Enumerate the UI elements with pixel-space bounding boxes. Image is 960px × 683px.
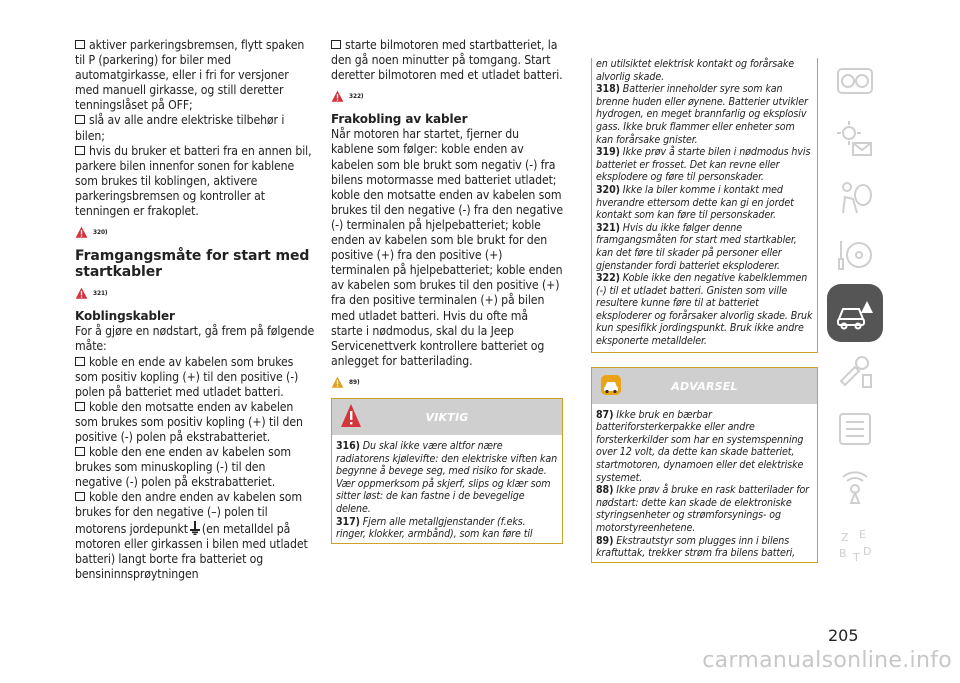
warning-box-label: ADVARSEL [671, 379, 738, 393]
index-letters-icon [835, 525, 875, 565]
checkbox-bullet-icon [75, 402, 85, 411]
text-column-3 [591, 58, 818, 563]
note-item: 319) Ikke prøv å starte bilen i nødmodus hvis batteriet er frosset. Det kan revne eller eksplodere og føre til personskader. [596, 146, 811, 184]
subheading: Koblingskabler [75, 309, 175, 324]
bullet-paragraph: koble en ende av kabelen som brukes som positiv kopling (+) til den positive (-) polen på batteriet med utladet batteri. [75, 354, 299, 399]
checkbox-bullet-icon [75, 146, 85, 155]
note-item: 88) Ikke prøv å bruke en rask batterilader for nødstart: dette kan skade de elektroniske styringsenheter og strømforsynings- og motorstyreenhetene. [596, 484, 809, 534]
important-box [331, 398, 563, 544]
warning-triangle-icon [75, 226, 88, 239]
checkbox-bullet-icon [75, 492, 85, 501]
caution-triangle-icon [331, 376, 344, 389]
checkbox-bullet-icon [331, 40, 341, 49]
bullet-paragraph: slå av alle andre elektriske tilbehør i bilen; [75, 113, 285, 143]
watermark-text: carmanualsonline.info [702, 648, 952, 673]
specs-list-icon [835, 409, 875, 449]
page-number: 205 [828, 626, 859, 645]
note-continuation: en utilsiktet elektrisk kontakt og forårsake alvorlig skade. [596, 58, 795, 83]
important-box-continued [591, 58, 818, 353]
emergency-car-icon [835, 293, 875, 333]
bullet-paragraph: starte bilmotoren med startbatteriet, la den gå noen minutter på tomgang. Start deretter bilmotoren med et utladet batteri. [331, 38, 563, 83]
important-box-label: VIKTIG [425, 410, 469, 424]
warning-triangle-icon [75, 287, 88, 300]
svg-text:B: B [839, 547, 847, 560]
body-text: Når motoren har startet, fjerner du kablene som følger: koble enden av kabelen som ble brukt som negativ (-) fra bilens motormasse med batteriet utladet; koble den motsatte enden av kabelen som brukes til den negative (-) fra den negative (-) terminalen på hjelpebatteriet; koble enden av kabelen som ble brukt for den positive (+) fra den positive (+) terminalen på hjelpebatteriet; koble enden av kabelen som brukes til den positive (+) fra den positive terminalen (+) på bilen med utladet batteri. Hvis du ofte må starte i nødmodus, skal du la Jeep Servicenettverk kontrollere batteriet og anlegget for batterilading. [331, 127, 563, 368]
warning-ref: 321) [75, 286, 315, 301]
section-heading: Framgangsmåte for start med startkabler [75, 248, 310, 281]
tab-driving[interactable] [827, 226, 883, 284]
svg-text:D: D [863, 545, 872, 558]
important-box-header [332, 399, 562, 435]
ground-symbol-icon [190, 521, 200, 535]
bullet-paragraph: koble den ene enden av kabelen som brukes som minuskopling (-) til den negative (-) polen på ekstrabatteriet. [75, 445, 291, 490]
note-item: 318) Batterier inneholder syre som kan brenne huden eller øynene. Batterier utvikler hydrogen, en meget brannfarlig og eksplosiv gass. Ikke bruk flammer eller enheter som kan forårsake gnister. [596, 83, 808, 146]
note-item: 322) Koble ikke den negative kabelklemmen (-) til et utladet batteri. Gnisten som ville resultere kunne føre til at batteriet eksploderer og forårsaker alvorlig skade. Bruk kun spesifikk jordingspunkt. Bruk ikke andre eksponerte metalldeler. [596, 272, 813, 348]
note-item: 321) Hvis du ikke følger denne framgangsmåten for start med startkabler, kan det føre til skader på personer eller gjenstander fordi batteriet eksploderer. [596, 221, 797, 272]
airbag-icon [835, 177, 875, 217]
warning-ref: 320) [75, 225, 315, 240]
note-item: 317) Fjern alle metallgjenstander (f.eks. ringer, klokker, armbånd), som kan føre til [336, 515, 533, 541]
tab-service[interactable] [827, 342, 883, 400]
dashboard-icon [835, 61, 875, 101]
tab-specs[interactable] [827, 400, 883, 458]
text-column-2 [331, 38, 563, 544]
warning-box-header [592, 368, 817, 404]
multimedia-icon [835, 467, 875, 507]
tab-safety[interactable] [827, 168, 883, 226]
checkbox-bullet-icon [75, 115, 85, 124]
text-column-1 [75, 38, 315, 582]
bullet-paragraph: aktiver parkeringsbremsen, flytt spaken til P (parkering) for biler med automatgirkasse, eller i fri for versjoner med manuell girkasse, og still deretter tenningslåset på OFF; [75, 38, 305, 113]
tab-lights[interactable] [827, 110, 883, 168]
warning-box [591, 367, 818, 563]
note-item: 320) Ikke la biler komme i kontakt med hverandre ettersom dette kan gi en jordet kontakt som kan føre til personskader. [596, 183, 794, 222]
subheading: Frakobling av kabler [331, 112, 468, 127]
sun-car-icon [835, 119, 875, 159]
checkbox-bullet-icon [75, 447, 85, 456]
checkbox-bullet-icon [75, 357, 85, 366]
bullet-paragraph: koble den motsatte enden av kabelen som brukes som positiv kopling (+) til den positive (-) polen på ekstrabatteriet. [75, 399, 303, 444]
tab-multimedia[interactable] [827, 458, 883, 516]
warning-triangle-icon [331, 90, 344, 103]
note-item: 316) Du skal ikke være altfor nære radiatorens kjølevifte: den elektriske viften kan begynne å bevege seg, med risiko for skade. Vær oppmerksom på skjerf, slips og klær som sitter løst: de kan fastne i de bevegelige delene. [336, 439, 558, 515]
steering-key-icon [835, 235, 875, 275]
note-item: 89) Ekstrautstyr som plugges inn i bilens kraftuttak, trekker strøm fra bilens batteri, [596, 534, 796, 560]
intro-text: For å gjøre en nødstart, gå frem på følgende måte: [75, 324, 315, 354]
tab-emergency[interactable] [827, 284, 883, 342]
checkbox-bullet-icon [75, 40, 85, 49]
chapter-tabs [827, 52, 883, 574]
svg-text:T: T [853, 551, 860, 564]
tab-index[interactable] [827, 516, 883, 574]
warning-ref: 89) [331, 375, 563, 390]
tab-dashboard[interactable] [827, 52, 883, 110]
note-item: 87) Ikke bruk en bærbar batteriforsterkerpakke eller andre forsterkerkilder som har en systemspenning over 12 volt, da dette kan skade batteriet, startmotoren, dynamoen eller det elektriske systemet. [596, 408, 804, 484]
bullet-paragraph: hvis du bruker et batteri fra en annen bil, parkere bilen innenfor sonen for kablene som brukes til koblingen, aktivere parkeringsbremsen og kontroller at tenningen er frakoplet. [75, 143, 312, 219]
bullet-paragraph: koble den andre enden av kabelen som brukes for den negative (–) polen til motorens jordepunkt (en metalldel på motoren eller girkassen i bilen med utladet batteri) langt borte fra batteriet og bensininnsprøytningen [75, 490, 308, 581]
warning-ref: 322) [331, 89, 563, 104]
service-wrench-icon [835, 351, 875, 391]
svg-text:Z: Z [841, 531, 849, 544]
svg-text:E: E [859, 528, 866, 541]
